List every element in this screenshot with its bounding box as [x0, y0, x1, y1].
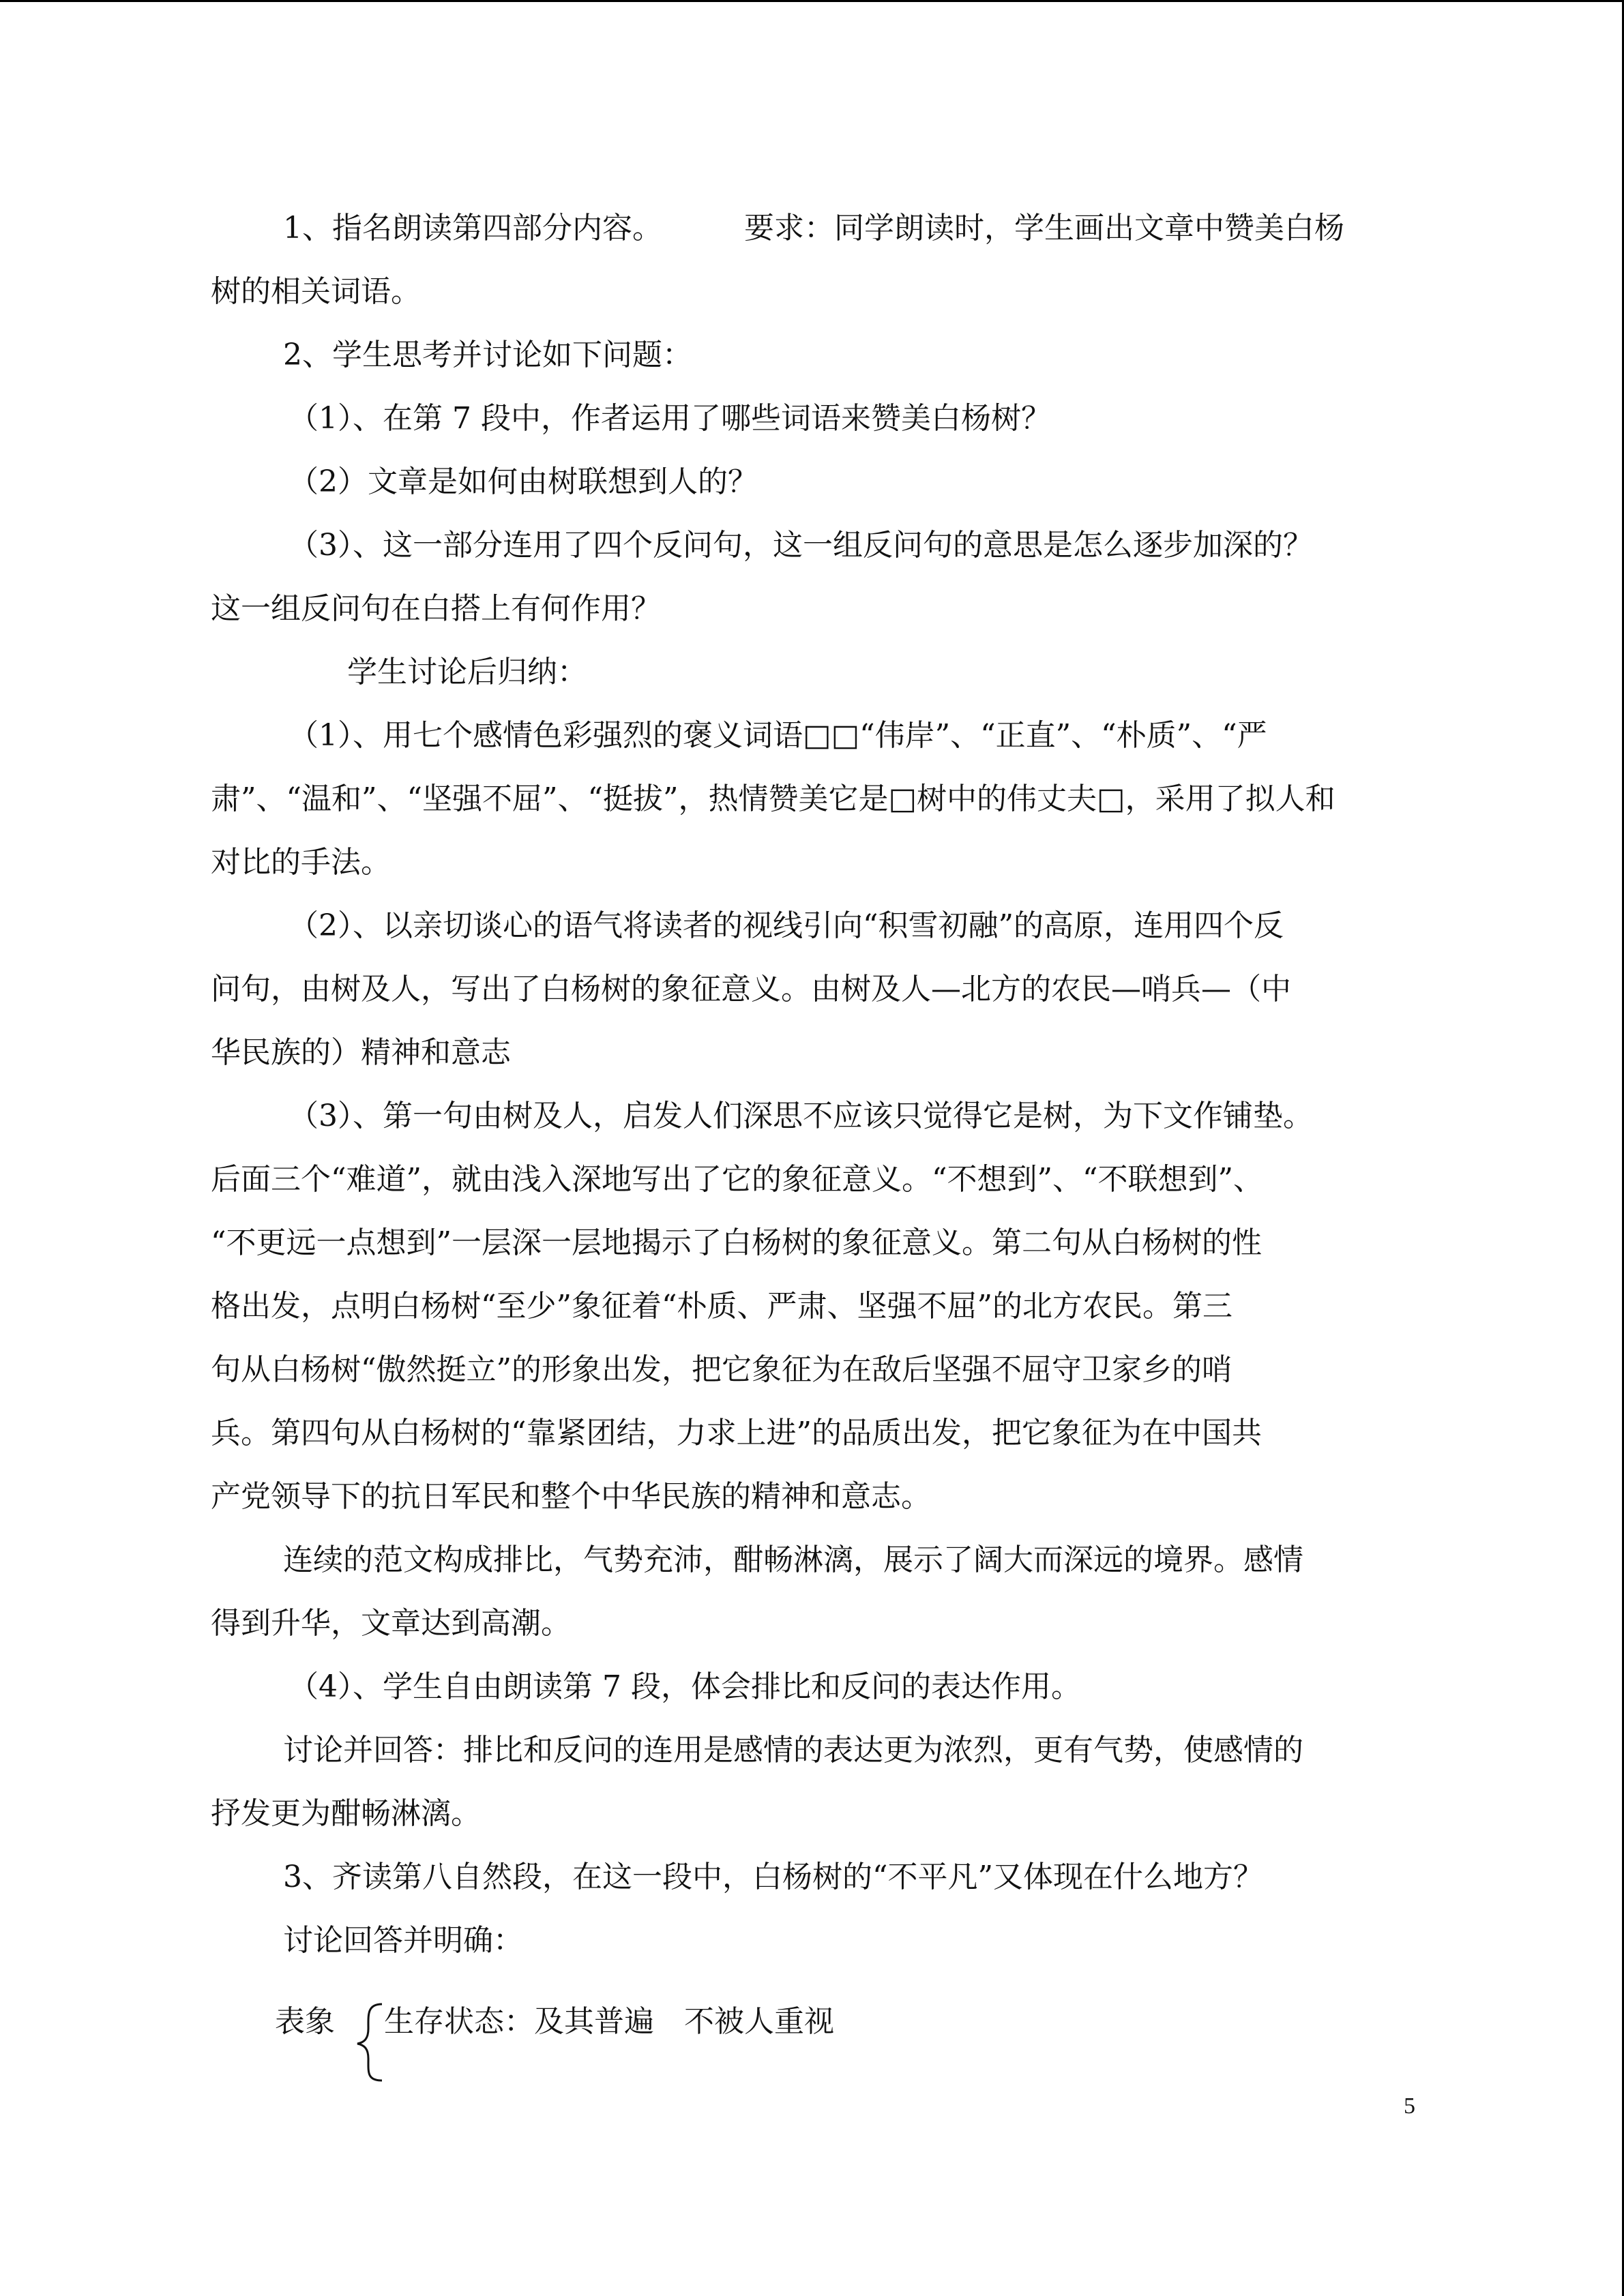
paragraph-line: 肃”、“温和”、“坚强不屈”、“挺拔”，热情赞美它是□树中的伟丈夫□，采用了拟人和	[211, 781, 1335, 816]
answer-2: （2）、以亲切谈心的语气将读者的视线引向“积雪初融”的高原，连用四个反	[289, 908, 1284, 943]
paragraph-line: 后面三个“难道”，就由浅入深地写出了它的象征意义。“不想到”、“不联想到”、	[211, 1162, 1263, 1197]
paragraph-line: 格出发，点明白杨树“至少”象征着“朴质、严肃、坚强不屈”的北方农民。第三	[211, 1289, 1232, 1324]
question-3: （3）、这一部分连用了四个反问句，这一组反问句的意思是怎么逐步加深的？	[289, 528, 1313, 563]
paragraph-line: 产党领导下的抗日军民和整个中华民族的精神和意志。	[211, 1479, 931, 1514]
discussion-answer: 讨论并回答：排比和反问的连用是感情的表达更为浓烈，更有气势，使感情的	[283, 1733, 1303, 1768]
answer-4: （4）、学生自由朗读第 7 段，体会排比和反问的表达作用。	[289, 1669, 1081, 1704]
question-2: （2）文章是如何由树联想到人的？	[289, 464, 758, 499]
paragraph-line: 树的相关词语。	[211, 274, 421, 309]
conclusion-paragraph: 连续的范文构成排比，气势充沛，酣畅淋漓，展示了阔大而深远的境界。感情	[283, 1542, 1303, 1577]
paragraph-line: 这一组反问句在白搭上有何作用？	[211, 591, 661, 626]
answer-3: （3）、第一句由树及人，启发人们深思不应该只觉得它是树，为下文作铺垫。	[289, 1099, 1313, 1133]
paragraph-line: “不更远一点想到”一层深一层地揭示了白杨树的象征意义。第二句从白杨树的性	[211, 1225, 1262, 1260]
curly-brace-icon	[355, 2001, 389, 2083]
paragraph-1-part-b: 要求：同学朗读时，学生画出文章中赞美白杨	[744, 211, 1344, 245]
paragraph-line: 抒发更为酣畅淋漓。	[211, 1796, 481, 1831]
summary-item-a: 生存状态：及其普遍	[384, 2004, 654, 2039]
paragraph-line: 得到升华，文章达到高潮。	[211, 1606, 571, 1641]
paragraph-2: 2、学生思考并讨论如下问题：	[283, 338, 692, 372]
page-number: 5	[1404, 2093, 1415, 2119]
paragraph-line: 华民族的）精神和意志	[211, 1035, 511, 1070]
paragraph-line: 对比的手法。	[211, 845, 391, 880]
paragraph-line: 问句，由树及人，写出了白杨树的象征意义。由树及人—北方的农民—哨兵—（中	[211, 972, 1291, 1007]
discussion-heading: 讨论回答并明确：	[283, 1923, 523, 1958]
paragraph-1-part-a: 1、指名朗读第四部分内容。	[283, 211, 662, 245]
summary-heading: 学生讨论后归纳：	[347, 655, 587, 689]
paragraph-line: 句从白杨树“傲然挺立”的形象出发，把它象征为在敌后坚强不屈守卫家乡的哨	[211, 1352, 1232, 1387]
question-1: （1）、在第 7 段中，作者运用了哪些词语来赞美白杨树？	[289, 401, 1051, 436]
paragraph-line: 兵。第四句从白杨树的“靠紧团结，力求上进”的品质出发，把它象征为在中国共	[211, 1416, 1262, 1450]
paragraph-1	[211, 196, 1411, 260]
answer-1: （1）、用七个感情色彩强烈的褒义词语□□“伟岸”、“正直”、“朴质”、“严	[289, 718, 1267, 753]
summary-term: 表象	[275, 2004, 335, 2039]
paragraph-3: 3、齐读第八自然段，在这一段中，白杨树的“不平凡”又体现在什么地方？	[283, 1860, 1263, 1894]
summary-item-b: 不被人重视	[684, 2004, 834, 2039]
document-body	[211, 196, 1411, 1972]
page-border-top	[0, 0, 1624, 2]
